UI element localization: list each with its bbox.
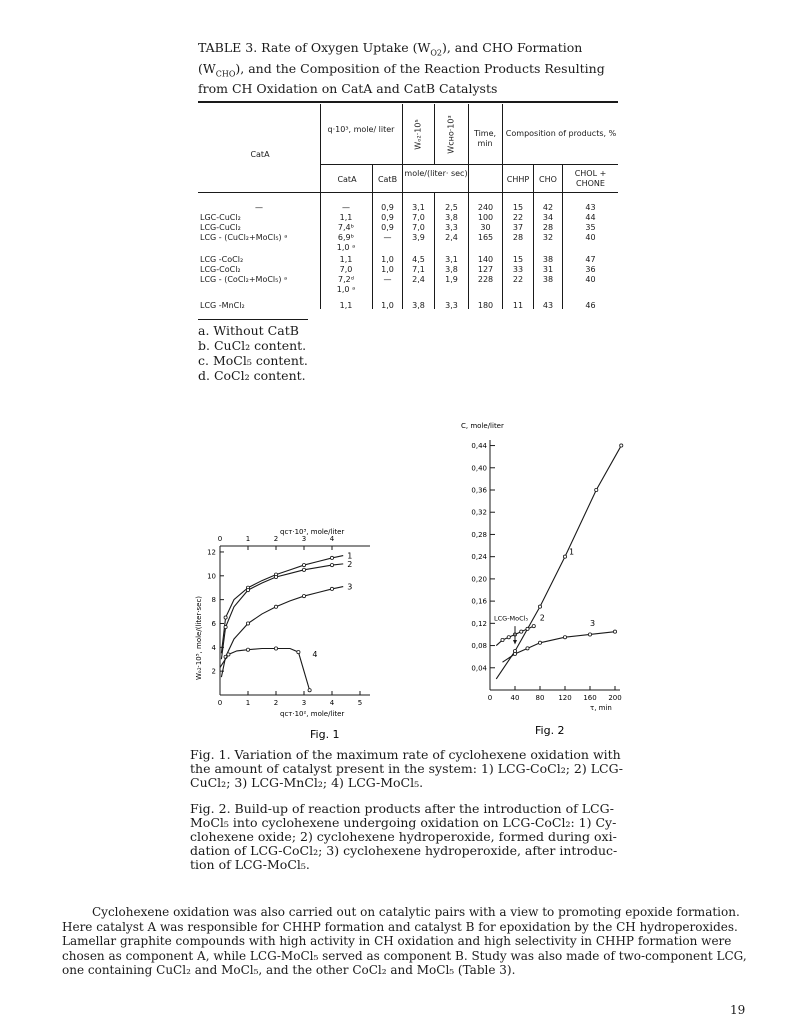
caption-line: dation of LCG-CoCl₂; 3) cyclohexene hydroperoxide, after introduc- xyxy=(190,843,618,858)
fig2-y-tick-label: 0,36 xyxy=(471,486,487,495)
header-cata: CatA xyxy=(250,150,270,159)
table-cell-chol: 36 xyxy=(585,265,596,274)
table-cell-cho: 38 xyxy=(542,275,554,284)
table-cell-wcho: 3,8 xyxy=(445,265,458,274)
header-time: Time, min xyxy=(473,129,497,148)
header-composition: Composition of products, % xyxy=(505,129,617,138)
fig2-point xyxy=(588,633,591,636)
fig2-point xyxy=(595,488,598,491)
table-cell-time: 30 xyxy=(480,223,491,232)
table-cell-catb: — xyxy=(383,275,392,284)
fig1-y-tick-label: 10 xyxy=(207,572,216,581)
fig1-point xyxy=(224,616,227,619)
table-cell-wo2: 3,1 xyxy=(412,203,425,212)
figure-2-caption xyxy=(190,802,630,872)
body-paragraph xyxy=(62,905,752,978)
table-cell-chhp: 15 xyxy=(512,255,524,264)
header-wcho: Wᴄʜᴏ·10³ xyxy=(446,115,456,154)
table-cell-chol: 47 xyxy=(585,255,596,264)
table-cell-wo2: 2,4 xyxy=(412,275,425,284)
fig2-y-tick-label: 0,24 xyxy=(471,553,487,562)
fig1-top-tick-label: 3 xyxy=(301,535,307,543)
fig2-annotation: LCG-MoCl₅ xyxy=(494,614,529,623)
table-row-label: LCG - (CoCl₂+MoCl₅) ᵃ xyxy=(200,275,288,284)
table-row-label: LCG -CoCl₂ xyxy=(200,255,244,264)
col-divider xyxy=(434,104,435,164)
table-row-label: LCG -MnCl₂ xyxy=(200,301,245,310)
fig1-y-tick-label: 8 xyxy=(211,596,216,605)
table-cell-time: 240 xyxy=(477,203,494,212)
caption-line: the amount of catalyst present in the system: 1) LCG-CoCl₂; 2) LCG- xyxy=(190,761,624,776)
table-cell-catb: 1,0 xyxy=(381,301,394,310)
table-cell-wo2: 7,0 xyxy=(412,223,425,232)
table-cell-catb: 0,9 xyxy=(381,223,394,232)
table-cell-time: 180 xyxy=(477,301,494,310)
header-chol: CHOL + CHONE xyxy=(574,169,607,188)
fig1-series-2 xyxy=(221,564,343,659)
fig2-point xyxy=(613,630,616,633)
caption-line: Fig. 1. Variation of the maximum rate of cyclohexene oxidation with xyxy=(190,747,621,762)
fig1-point xyxy=(297,650,300,653)
fig1-bottom-tick-label: 5 xyxy=(357,699,363,707)
caption-line-3: from CH Oxidation on CatA and CatB Catalysts xyxy=(198,81,498,96)
fig1-caption-label: Fig. 1 xyxy=(310,728,340,741)
table-cell-wcho: 1,9 xyxy=(445,275,458,284)
fig1-point xyxy=(330,587,333,590)
table-cell-catb: — xyxy=(383,233,392,242)
table-cell-wcho: 3,3 xyxy=(445,223,458,232)
table-row-label: LCG-CoCl₂ xyxy=(200,265,241,274)
figure-1-chart xyxy=(190,520,420,745)
fig1-point xyxy=(302,594,305,597)
table-cell-catb: 1,0 xyxy=(381,255,394,264)
body-line: Here catalyst A was responsible for CHHP formation and catalyst B for epoxidation by the CH hydroperoxides. xyxy=(62,919,738,934)
fig2-y-tick-label: 0,04 xyxy=(471,664,487,673)
fig1-point xyxy=(224,625,227,628)
fig1-top-tick-label: 4 xyxy=(329,535,335,543)
fig1-bottom-axis-label: qᴄᴛ·10², mole/liter xyxy=(280,710,345,718)
table-cell-chol: 43 xyxy=(585,203,596,212)
body-line: chosen as component A, while LCG-MoCl₅ served as component B. Study was also made of two-component LCG, xyxy=(62,948,747,963)
table-cell-chhp: 33 xyxy=(512,265,524,274)
fig2-x-tick-label: 200 xyxy=(608,694,622,702)
fig2-x-tick-label: 0 xyxy=(487,694,493,702)
table-cell-wcho: 3,3 xyxy=(445,301,458,310)
fig1-point xyxy=(302,563,305,566)
fig2-point xyxy=(501,638,504,641)
body-line: Lamellar graphite compounds with high activity in CH oxidation and high selectivity in CHHP formation were xyxy=(62,934,732,948)
fig1-point xyxy=(308,689,311,692)
fig1-point xyxy=(274,605,277,608)
fig2-y-tick-label: 0,12 xyxy=(471,619,487,628)
figure-1-caption xyxy=(190,748,630,790)
fig1-point xyxy=(246,648,249,651)
caption-line: Fig. 2. Build-up of reaction products after the introduction of LCG- xyxy=(190,801,615,816)
footnote-a: a. Without CatB xyxy=(198,323,299,338)
header-units: mole/(liter· sec) xyxy=(404,169,468,178)
table-cell-cho: 43 xyxy=(542,301,554,310)
table-cell-chhp: 22 xyxy=(512,213,524,222)
table-cell-cho: 34 xyxy=(542,213,554,222)
table-cell-chol: 46 xyxy=(585,301,596,310)
table-caption xyxy=(198,40,618,96)
fig2-y-tick-label: 0,20 xyxy=(471,575,487,584)
table-cell-wcho: 3,8 xyxy=(445,213,458,222)
fig2-point xyxy=(526,627,529,630)
fig1-curve-label: 4 xyxy=(312,649,318,659)
fig1-bottom-tick-label: 3 xyxy=(301,699,307,707)
table-cell-chol: 40 xyxy=(585,275,596,284)
fig2-y-tick-label: 0,40 xyxy=(471,464,487,473)
table-cell-time: 140 xyxy=(477,255,494,264)
fig1-top-tick-label: 2 xyxy=(273,535,279,543)
table-cell-wcho: 3,1 xyxy=(445,255,458,264)
fig2-curve-label: 2 xyxy=(539,613,545,623)
table-cell-cata: 1,1 xyxy=(339,301,353,310)
table-cell-chol: 40 xyxy=(585,233,596,242)
body-line: one containing CuCl₂ and MoCl₅, and the other CoCl₂ and MoCl₅ (Table 3). xyxy=(62,963,516,977)
fig2-x-axis-label: τ, min xyxy=(590,704,612,712)
caption-line: MoCl₅ into cyclohexene undergoing oxidation on LCG-CoCl₂: 1) Cy- xyxy=(190,815,617,830)
fig2-point xyxy=(563,555,566,558)
table-cell-cata: 1,1 xyxy=(339,255,353,264)
caption-line: CuCl₂; 3) LCG-MnCl₂; 4) LCG-MoCl₅. xyxy=(190,775,424,790)
fig2-point xyxy=(563,636,566,639)
fig1-point xyxy=(330,556,333,559)
fig1-curve-label: 1 xyxy=(347,551,353,561)
fig1-y-tick-label: 4 xyxy=(211,643,216,652)
fig2-x-tick-label: 160 xyxy=(583,694,597,702)
table-cell-time: 127 xyxy=(477,265,494,274)
fig1-point xyxy=(274,647,277,650)
table-cell-wo2: 7,0 xyxy=(412,213,425,222)
page-number: 19 xyxy=(730,1003,746,1017)
fig1-top-tick-label: 0 xyxy=(217,535,223,543)
fig2-point xyxy=(532,625,535,628)
table-cell-wcho: 2,5 xyxy=(445,203,458,212)
fig2-arrowhead xyxy=(513,640,517,644)
fig2-point xyxy=(520,630,523,633)
fig2-point xyxy=(620,444,623,447)
fig2-curve-label: 1 xyxy=(569,547,575,557)
table-cell-wo2: 7,1 xyxy=(412,265,425,274)
caption-line: clohexene oxide; 2) cyclohexene hydroperoxide, formed during oxi- xyxy=(190,829,617,844)
table-cell-wcho: 2,4 xyxy=(445,233,458,242)
table-cell-cata: — xyxy=(342,203,350,212)
fig2-point xyxy=(538,641,541,644)
table-cell-cata: 1,0 ᵃ xyxy=(336,285,356,294)
fig2-y-tick-label: 0,16 xyxy=(471,597,487,606)
fig2-x-tick-label: 80 xyxy=(535,694,545,702)
fig1-y-tick-label: 6 xyxy=(211,619,216,628)
fig1-bottom-tick-label: 4 xyxy=(329,699,335,707)
fig2-point xyxy=(538,605,541,608)
fig2-point xyxy=(507,636,510,639)
footnote-b: b. CuCl₂ content. xyxy=(198,338,307,353)
table-row-label: LGC-CuCl₂ xyxy=(200,213,241,222)
fig1-bottom-tick-label: 2 xyxy=(273,699,279,707)
table-cell-cata: 1,0 ᵃ xyxy=(336,243,356,252)
fig1-point xyxy=(330,563,333,566)
table-cell-catb: 0,9 xyxy=(381,213,394,222)
table-cell-cho: 38 xyxy=(542,255,554,264)
fig1-top-tick-label: 1 xyxy=(245,535,251,543)
fig1-point xyxy=(274,575,277,578)
table-cell-cata: 7,0 xyxy=(339,265,353,274)
fig1-bottom-tick-label: 0 xyxy=(217,699,223,707)
table-cell-time: 165 xyxy=(477,233,494,242)
fig1-y-axis-label: Wₒ₂·10⁵, mole/(liter·sec) xyxy=(195,595,203,680)
table-cell-time: 100 xyxy=(477,213,494,222)
table-cell-time: 228 xyxy=(477,275,494,284)
fig2-y-tick-label: 0,28 xyxy=(471,530,487,539)
fig1-bottom-tick-label: 1 xyxy=(245,699,251,707)
table-cell-chol: 35 xyxy=(585,223,596,232)
table-cell-cho: 42 xyxy=(542,203,554,212)
table-cell-cata: 1,1 xyxy=(339,213,353,222)
footnote-d: d. CoCl₂ content. xyxy=(198,368,306,383)
caption-line-2: $(W_{CHO})$, and the Composition of the Reaction Products Resulting xyxy=(198,60,605,78)
col-divider xyxy=(320,104,321,309)
fig2-x-tick-label: 40 xyxy=(510,694,520,702)
header-mid-rule xyxy=(320,164,618,165)
table-row-label: — xyxy=(255,203,263,212)
header-bottom-rule xyxy=(198,192,618,193)
table-cell-wo2: 3,9 xyxy=(412,233,425,242)
figure-2-chart xyxy=(445,418,635,748)
table-top-rule xyxy=(198,101,618,103)
footnote-c: c. MoCl₅ content. xyxy=(198,353,308,368)
fig1-top-axis-label: qᴄᴛ·10³, mole/liter xyxy=(280,528,345,536)
header-sub-catb: CatB xyxy=(377,175,398,184)
table-cell-cata: 7,4ᵇ xyxy=(337,223,355,232)
fig1-point xyxy=(227,653,230,656)
footnote-rule xyxy=(198,319,308,320)
header-q: q·10³, mole/ liter xyxy=(327,125,395,134)
fig1-curve-label: 3 xyxy=(347,582,353,592)
caption-line-1: TABLE 3. Rate of Oxygen Uptake $(W_{O2})$, and CHO Formation xyxy=(198,40,583,58)
header-chhp: CHHP xyxy=(506,175,530,184)
table-cell-chhp: 15 xyxy=(512,203,524,212)
header-cho: CHO xyxy=(539,175,557,184)
fig2-point xyxy=(526,647,529,650)
table-cell-wo2: 3,8 xyxy=(412,301,425,310)
header-sub-cata: CatA xyxy=(337,175,357,184)
fig1-point xyxy=(246,589,249,592)
table-cell-cho: 28 xyxy=(542,223,554,232)
fig2-point xyxy=(513,652,516,655)
fig2-x-tick-label: 120 xyxy=(558,694,572,702)
fig2-y-tick-label: 0,44 xyxy=(471,442,487,451)
fig2-curve-label: 3 xyxy=(590,619,596,629)
fig1-curve-label: 2 xyxy=(347,559,353,569)
fig1-y-tick-label: 12 xyxy=(207,548,216,557)
body-line: Cyclohexene oxidation was also carried out on catalytic pairs with a view to promoting epoxide formation. xyxy=(92,905,740,919)
fig1-series-4 xyxy=(220,649,310,691)
table-cell-cho: 31 xyxy=(542,265,554,274)
table-row-label: LCG-CuCl₂ xyxy=(200,223,241,232)
table-cell-chhp: 22 xyxy=(512,275,524,284)
table-cell-chhp: 37 xyxy=(512,223,524,232)
table-cell-chol: 44 xyxy=(585,213,596,222)
fig1-point xyxy=(246,622,249,625)
table-cell-catb: 1,0 xyxy=(381,265,394,274)
table-cell-wo2: 4,5 xyxy=(412,255,425,264)
table-cell-cho: 32 xyxy=(542,233,554,242)
caption-line: tion of LCG-MoCl₅. xyxy=(190,857,310,872)
fig2-y-axis-label: C, mole/liter xyxy=(461,422,504,430)
table-row-label: LCG - (CuCl₂+MoCl₅) ᵃ xyxy=(200,233,288,242)
table-cell-cata: 6,9ᵇ xyxy=(337,233,355,242)
table-cell-chhp: 11 xyxy=(512,301,524,310)
fig2-y-tick-label: 0,08 xyxy=(471,642,487,651)
fig1-y-tick-label: 2 xyxy=(211,667,216,676)
fig2-series-3 xyxy=(503,632,616,663)
fig1-point xyxy=(302,568,305,571)
fig2-y-tick-label: 0,32 xyxy=(471,508,487,517)
header-wo2: Wₒ₂·10⁵ xyxy=(413,119,423,150)
table-cell-cata: 7,2ᵈ xyxy=(338,275,354,284)
fig2-caption-label: Fig. 2 xyxy=(535,724,565,737)
table-cell-chhp: 28 xyxy=(512,233,524,242)
table-cell-catb: 0,9 xyxy=(381,203,394,212)
